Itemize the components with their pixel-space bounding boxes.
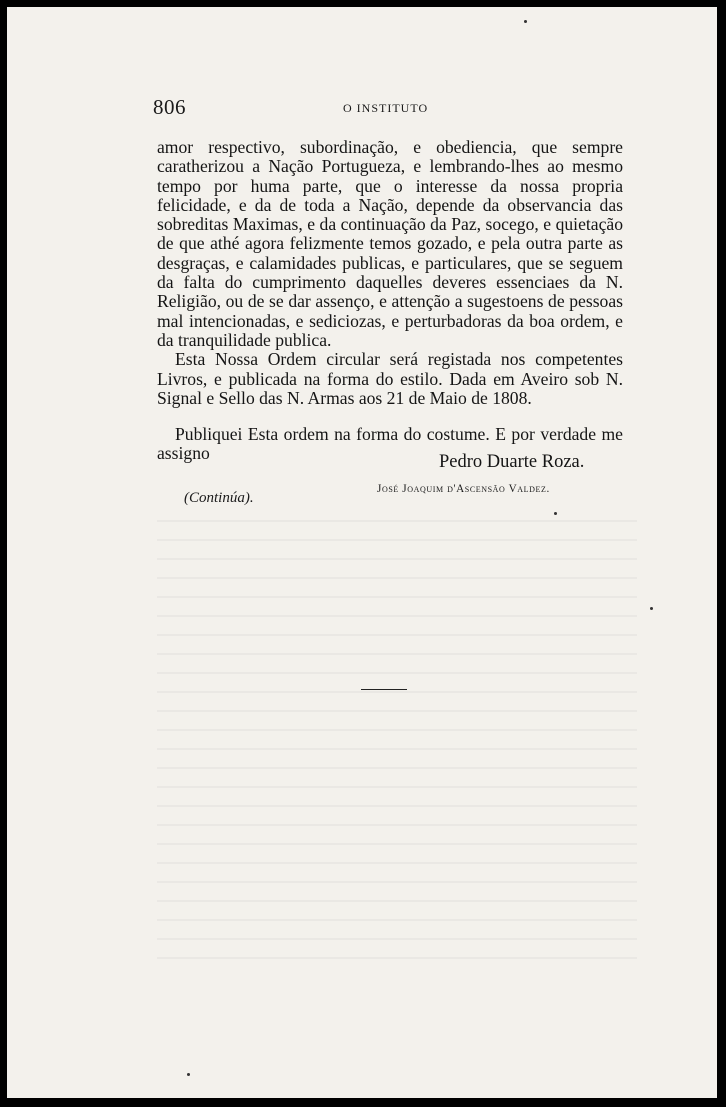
paragraph-1: amor respectivo, subordinação, e obediencia, que sempre caratherizou a Nação Portugueza, e lembrando-lhes ao mesmo tempo por huma parte, que o interesse da nossa propria felicidade, e da de toda a Nação, depende da observancia das sobreditas Maximas, e da continuação da Paz, socego, e quietação de que athé agora felizmente temos gozado, e pela outra parte as desgraças, e calamidades publicas, e particulares, que se seguem da falta do cumprimento daquelles deveres essenciaes da N. Religião, ou de se dar assenço, e attenção a sugestoens de pessoas mal intencionadas, e sediciozas, e perturbadoras da boa ordem, e da tranquilidade publica. xyxy=(157,137,623,350)
continua-note: (Continúa). xyxy=(184,490,254,506)
running-head: O INSTITUTO xyxy=(343,101,429,115)
paragraph-3: Publiquei Esta ordem na forma do costume. E por verdade me assigno xyxy=(157,424,623,464)
signature-pedro: Pedro Duarte Roza. xyxy=(439,452,585,472)
page-number: 806 xyxy=(153,95,186,119)
ink-speck xyxy=(187,1073,190,1076)
document-page xyxy=(7,7,717,1098)
show-through-texture xyxy=(157,507,637,967)
signature-valdez: José Joaquim d'Ascensão Valdez. xyxy=(377,483,550,495)
ink-speck xyxy=(650,607,653,610)
paragraph-2: Esta Nossa Ordem circular será registada nos competentes Livros, e publicada na forma do estilo. Dada em Aveiro sob N. Signal e Sello das N. Armas aos 21 de Maio de 1808. xyxy=(157,349,623,408)
ink-speck xyxy=(524,20,527,23)
ink-speck xyxy=(554,512,557,515)
section-rule xyxy=(361,689,407,690)
body-text xyxy=(157,138,623,464)
